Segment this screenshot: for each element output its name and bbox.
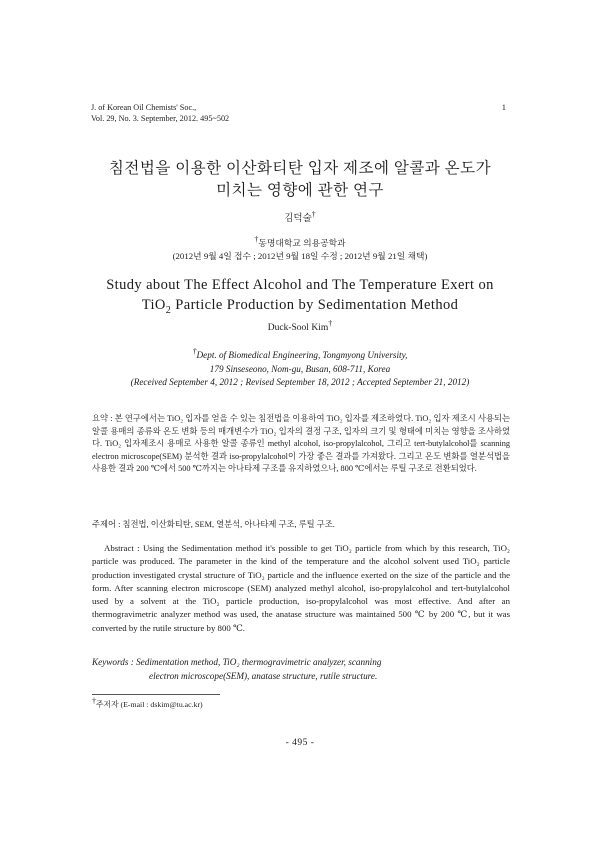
- korean-affiliation-name: 동명대학교 의용공학과: [258, 238, 346, 248]
- english-affiliation-address: 179 Sinseseono, Nom-gu, Busan, 608-711, Korea: [209, 363, 391, 374]
- english-title: [60, 275, 540, 321]
- english-affiliation-dept: Dept. of Biomedical Engineering, Tongmyong University,: [196, 350, 408, 360]
- korean-author-name: 김덕술: [284, 214, 312, 224]
- dagger-mark: †: [92, 696, 96, 706]
- page-number: 1: [501, 102, 506, 112]
- english-title-line1: Study about The Effect Alcohol and The Temperature Exert on: [106, 277, 494, 293]
- dagger-mark: †: [328, 318, 333, 328]
- keywords-label: Keywords :: [92, 657, 134, 667]
- english-affiliation: [0, 346, 600, 390]
- footer-page-number: - 495 -: [285, 738, 315, 748]
- korean-abstract: 요약 : 본 연구에서는 TiO₂ 입자를 얻을 수 있는 침전법을 이용하여 TiO₂ 입자를 제조하였다. TiO₂ 입자 제조시 사용되는 알콜 용매의 종류와 온도 변화 등의 매개변수가 TiO₂ 입자의 결정 구조, 입자의 크기 및 형태에 미치는 영향을 조사하였다. TiO₂ 입자제조시 용매로 사용한 알콜 종류인 methyl alcohol, iso-propylalcohol, 그리고 tert-butylalcohol를 scanning electron microscope(SEM) 분석한 결과 iso-propylalcohol이 가장 좋은 결과를 가져왔다. 그리고 온도 변화를 열분석법을 사용한 결과 200 ℃에서 500 ℃까지는 아나타제 구조를 유지하였으나, 800 ℃에서는 루틸 구조로 전환되었다.: [92, 414, 510, 474]
- english-dates: (Received September 4, 2012 ; Revised September 18, 2012 ; Accepted September 21, 2012): [130, 377, 470, 387]
- english-title-line2: TiO$_2$ Particle Production by Sedimentation Method: [141, 297, 459, 316]
- english-author: [0, 318, 600, 333]
- dagger-mark: †: [254, 235, 259, 245]
- journal-citation: [91, 102, 229, 124]
- journal-name: J. of Korean Oil Chemists' Soc.,: [91, 103, 197, 112]
- journal-volume: Vol. 29, No. 3. September, 2012. 495~502: [91, 114, 230, 123]
- korean-affiliation: [0, 237, 600, 263]
- korean-author: [0, 210, 600, 224]
- korean-title-line1: 침전법을 이용한 이산화티탄 입자 제조에 알콜과 온도가: [108, 160, 492, 177]
- korean-title: [60, 158, 540, 202]
- keywords-line2: electron microscope(SEM), anatase structure, rutile structure.: [149, 671, 378, 681]
- korean-keywords: 주제어 : 침전법, 이산화티탄, SEM, 열분석, 아나타제 구조, 루틸 구조.: [92, 520, 335, 529]
- english-abstract: Abstract : Using the Sedimentation method it's possible to get TiO₂ particle from which by this research, TiO₂ particle was produced. The parameter in the kind of the temperature and the alcohol solvent used TiO₂ particle production investigated crystal structure of TiO₂ particle and the influence exerted on the size of the particle and the form. After scanning electron microscope (SEM) analyzed methyl alcohol, iso-propylalcohol and tert-butylalcohol used by a solvent at the TiO₂ particle production, iso-propylalcohol was most effective. And after an thermogravimetric analyzer method was used, the anatase structure was maintained 500 ℃ by 200 ℃, but it was converted by the rutile structure by 800 ℃.: [92, 543, 510, 633]
- footnote: [92, 696, 203, 710]
- korean-title-line2: 미치는 영향에 관한 연구: [216, 182, 384, 199]
- keywords-line1: Sedimentation method, TiO₂ thermogravimetric analyzer, scanning: [136, 657, 382, 667]
- dagger-mark: †: [192, 346, 197, 356]
- footnote-text: 주저자 (E-mail : dskim@tu.ac.kr): [96, 700, 203, 709]
- footnote-divider: [92, 694, 220, 695]
- english-keywords: [92, 655, 510, 683]
- dagger-mark: †: [311, 209, 316, 219]
- english-author-name: Duck-Sool Kim: [267, 323, 329, 333]
- korean-dates: (2012년 9월 4일 접수 ; 2012년 9월 18일 수정 ; 2012년 9월 21일 채택): [172, 251, 428, 261]
